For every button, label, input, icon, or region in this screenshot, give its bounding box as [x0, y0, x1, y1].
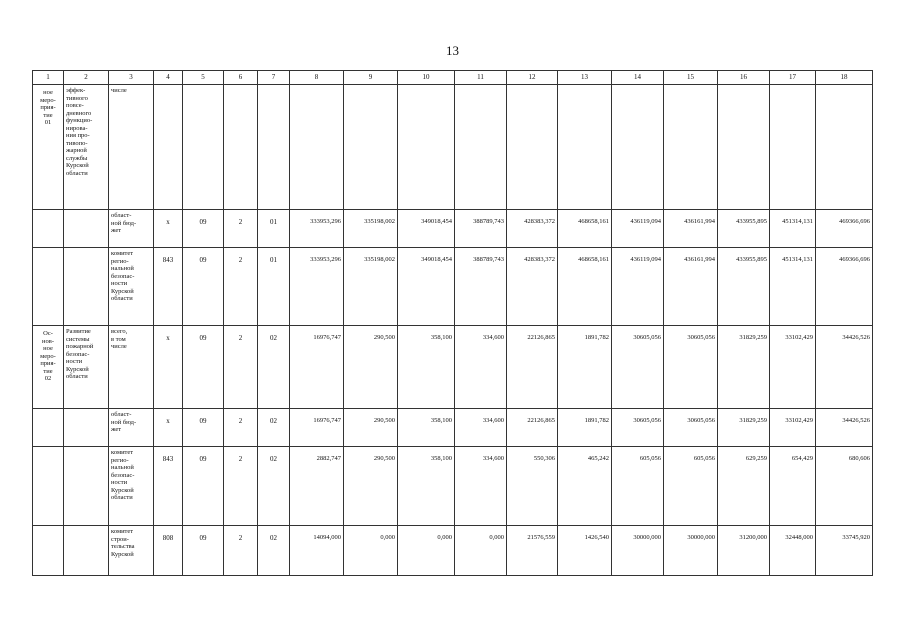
column-header: 3: [109, 71, 154, 85]
column-header: 18: [816, 71, 873, 85]
amount-cell: [455, 85, 507, 210]
amount-cell: 16976,747: [290, 326, 344, 409]
section-cell: [183, 85, 224, 210]
section-cell: 09: [183, 326, 224, 409]
table-row: [33, 326, 873, 409]
grbs-cell: 843: [154, 447, 183, 526]
amount-cell: 0,000: [455, 526, 507, 576]
column-header: 4: [154, 71, 183, 85]
amount-cell: 21576,559: [507, 526, 558, 576]
amount-cell: 333953,296: [290, 210, 344, 248]
program-cell: 2: [224, 409, 258, 447]
event-code-cell: Ос- нов- ное меро- прия- тие 02: [33, 326, 64, 409]
subprogram-cell: 02: [258, 526, 290, 576]
amount-cell: [558, 85, 612, 210]
column-header: 10: [398, 71, 455, 85]
amount-cell: 436119,094: [612, 210, 664, 248]
event-code-cell: [33, 210, 64, 248]
executor-cell: комитет регио- нальной безопас- ности Курской области: [109, 248, 154, 326]
amount-cell: 334,600: [455, 447, 507, 526]
event-code-cell: [33, 409, 64, 447]
column-header: 15: [664, 71, 718, 85]
amount-cell: 358,100: [398, 326, 455, 409]
amount-cell: 30605,056: [612, 409, 664, 447]
executor-cell: комитет строи- тельства Курской: [109, 526, 154, 576]
executor-cell: област- ной бюд- жет: [109, 210, 154, 248]
amount-cell: [664, 85, 718, 210]
amount-cell: 14094,000: [290, 526, 344, 576]
subprogram-cell: 02: [258, 447, 290, 526]
amount-cell: [816, 85, 873, 210]
table-row: [33, 409, 873, 447]
amount-cell: 31200,000: [718, 526, 770, 576]
amount-cell: 33745,920: [816, 526, 873, 576]
column-header: 17: [770, 71, 816, 85]
amount-cell: [507, 85, 558, 210]
column-header: 16: [718, 71, 770, 85]
amount-cell: 433955,895: [718, 210, 770, 248]
column-header: 6: [224, 71, 258, 85]
program-cell: 2: [224, 248, 258, 326]
amount-cell: 349018,454: [398, 248, 455, 326]
amount-cell: 436119,094: [612, 248, 664, 326]
amount-cell: 469366,696: [816, 210, 873, 248]
event-code-cell: [33, 447, 64, 526]
column-header: 11: [455, 71, 507, 85]
event-name-cell: [64, 409, 109, 447]
column-header: 2: [64, 71, 109, 85]
amount-cell: [398, 85, 455, 210]
event-code-cell: ное меро- прия- тие 01: [33, 85, 64, 210]
amount-cell: 31829,259: [718, 409, 770, 447]
grbs-cell: [154, 85, 183, 210]
amount-cell: 428383,372: [507, 210, 558, 248]
subprogram-cell: 02: [258, 326, 290, 409]
amount-cell: 428383,372: [507, 248, 558, 326]
grbs-cell: x: [154, 409, 183, 447]
column-header: 9: [344, 71, 398, 85]
amount-cell: 30000,000: [664, 526, 718, 576]
table-row: [33, 248, 873, 326]
executor-cell: всего, в том числе: [109, 326, 154, 409]
event-code-cell: [33, 248, 64, 326]
section-cell: 09: [183, 210, 224, 248]
amount-cell: 33102,429: [770, 409, 816, 447]
amount-cell: 469366,696: [816, 248, 873, 326]
amount-cell: 436161,994: [664, 210, 718, 248]
amount-cell: 335198,002: [344, 210, 398, 248]
amount-cell: 468658,161: [558, 248, 612, 326]
program-cell: 2: [224, 210, 258, 248]
amount-cell: 333953,296: [290, 248, 344, 326]
amount-cell: 22126,865: [507, 326, 558, 409]
table-row: [33, 210, 873, 248]
section-cell: 09: [183, 248, 224, 326]
column-header: 13: [558, 71, 612, 85]
amount-cell: 629,259: [718, 447, 770, 526]
subprogram-cell: [258, 85, 290, 210]
amount-cell: 436161,994: [664, 248, 718, 326]
amount-cell: 30605,056: [664, 409, 718, 447]
amount-cell: 334,600: [455, 409, 507, 447]
event-code-cell: [33, 526, 64, 576]
section-cell: 09: [183, 526, 224, 576]
grbs-cell: x: [154, 326, 183, 409]
column-header: 12: [507, 71, 558, 85]
amount-cell: 388789,743: [455, 210, 507, 248]
table-row: [33, 85, 873, 210]
column-header: 5: [183, 71, 224, 85]
amount-cell: 465,242: [558, 447, 612, 526]
amount-cell: 451314,131: [770, 248, 816, 326]
amount-cell: 468658,161: [558, 210, 612, 248]
subprogram-cell: 02: [258, 409, 290, 447]
event-name-cell: эффек- тивного повсе- дневного функцио- нирова- ния про- тивопо- жарной службы Курской области: [64, 85, 109, 210]
amount-cell: 30000,000: [612, 526, 664, 576]
amount-cell: [290, 85, 344, 210]
amount-cell: 680,606: [816, 447, 873, 526]
amount-cell: 1891,782: [558, 326, 612, 409]
amount-cell: 34426,526: [816, 326, 873, 409]
amount-cell: 433955,895: [718, 248, 770, 326]
executor-cell: числе: [109, 85, 154, 210]
amount-cell: 349018,454: [398, 210, 455, 248]
amount-cell: 33102,429: [770, 326, 816, 409]
column-header: 14: [612, 71, 664, 85]
amount-cell: 290,500: [344, 447, 398, 526]
amount-cell: 550,306: [507, 447, 558, 526]
grbs-cell: x: [154, 210, 183, 248]
amount-cell: [770, 85, 816, 210]
amount-cell: 358,100: [398, 409, 455, 447]
subprogram-cell: 01: [258, 210, 290, 248]
amount-cell: 290,500: [344, 326, 398, 409]
column-header: 8: [290, 71, 344, 85]
amount-cell: 451314,131: [770, 210, 816, 248]
amount-cell: 0,000: [398, 526, 455, 576]
event-name-cell: Развитие системы пожарной безопас- ности Курской области: [64, 326, 109, 409]
event-name-cell: [64, 526, 109, 576]
program-cell: 2: [224, 326, 258, 409]
page-number: 13: [446, 43, 459, 58]
amount-cell: [612, 85, 664, 210]
program-cell: 2: [224, 447, 258, 526]
subprogram-cell: 01: [258, 248, 290, 326]
grbs-cell: 843: [154, 248, 183, 326]
amount-cell: 30605,056: [664, 326, 718, 409]
column-header: 1: [33, 71, 64, 85]
amount-cell: 335198,002: [344, 248, 398, 326]
amount-cell: 0,000: [344, 526, 398, 576]
amount-cell: 605,056: [664, 447, 718, 526]
amount-cell: 388789,743: [455, 248, 507, 326]
amount-cell: 654,429: [770, 447, 816, 526]
amount-cell: 34426,526: [816, 409, 873, 447]
executor-cell: област- ной бюд- жет: [109, 409, 154, 447]
program-cell: 2: [224, 526, 258, 576]
amount-cell: 2882,747: [290, 447, 344, 526]
amount-cell: 290,500: [344, 409, 398, 447]
section-cell: 09: [183, 409, 224, 447]
amount-cell: 334,600: [455, 326, 507, 409]
event-name-cell: [64, 210, 109, 248]
header-row: [33, 71, 873, 85]
amount-cell: 30605,056: [612, 326, 664, 409]
section-cell: 09: [183, 447, 224, 526]
program-cell: [224, 85, 258, 210]
amount-cell: 16976,747: [290, 409, 344, 447]
table-row: [33, 447, 873, 526]
amount-cell: 605,056: [612, 447, 664, 526]
executor-cell: комитет регио- нальной безопас- ности Курской области: [109, 447, 154, 526]
budget-table: [32, 70, 873, 576]
column-header: 7: [258, 71, 290, 85]
amount-cell: 22126,865: [507, 409, 558, 447]
event-name-cell: [64, 447, 109, 526]
amount-cell: 1891,782: [558, 409, 612, 447]
amount-cell: 358,100: [398, 447, 455, 526]
amount-cell: [718, 85, 770, 210]
amount-cell: 1426,540: [558, 526, 612, 576]
amount-cell: 31829,259: [718, 326, 770, 409]
amount-cell: 32448,000: [770, 526, 816, 576]
amount-cell: [344, 85, 398, 210]
table-row: [33, 526, 873, 576]
event-name-cell: [64, 248, 109, 326]
grbs-cell: 808: [154, 526, 183, 576]
